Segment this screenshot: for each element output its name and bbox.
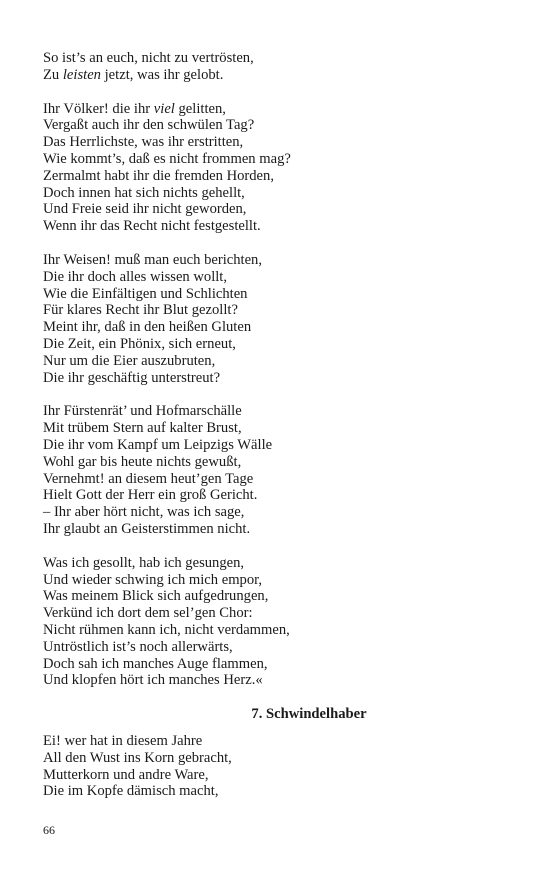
emphasized-word: leisten xyxy=(62,66,101,83)
verse-text: Wenn ihr das Recht nicht festgestellt. xyxy=(43,218,261,235)
verse-line xyxy=(43,783,463,800)
verse-line xyxy=(43,521,463,538)
verse-line xyxy=(43,767,463,784)
verse-text: jetzt, was ihr gelobt. xyxy=(100,66,224,83)
verse-line xyxy=(43,437,463,454)
verse-line xyxy=(43,403,463,420)
verse-text: Die ihr doch alles wissen wollt, xyxy=(43,268,228,285)
verse-text: Das Herrlichste, was ihr erstritten, xyxy=(43,134,244,151)
verse-text: Vergaßt auch ihr den schwülen Tag? xyxy=(43,117,255,134)
verse-text: Die ihr geschäftig unterstreut? xyxy=(43,369,221,386)
verse-line xyxy=(43,50,463,67)
verse-line xyxy=(43,319,463,336)
verse-text: Ihr glaubt an Geisterstimmen nicht. xyxy=(43,520,251,537)
verse-text: Ihr Völker! die ihr xyxy=(43,100,154,117)
next-poem-stanza xyxy=(43,733,463,800)
verse-text: Und klopfen hört ich manches Herz.« xyxy=(43,672,263,689)
verse-text: Nicht rühmen kann ich, nicht verdammen, xyxy=(43,621,290,638)
verse-line xyxy=(43,588,463,605)
verse-text: gelitten, xyxy=(174,100,226,117)
poem-content xyxy=(43,50,463,817)
verse-line xyxy=(43,572,463,589)
verse-line xyxy=(43,151,463,168)
verse-text: Mutterkorn und andre Ware, xyxy=(43,766,209,783)
stanza xyxy=(43,252,463,386)
verse-line xyxy=(43,639,463,656)
verse-line xyxy=(43,672,463,689)
stanza xyxy=(43,101,463,235)
verse-line xyxy=(43,134,463,151)
verse-text: Vernehmt! an diesem heut’gen Tage xyxy=(43,470,254,487)
verse-line xyxy=(43,185,463,202)
verse-line xyxy=(43,269,463,286)
verse-line xyxy=(43,252,463,269)
emphasized-word: viel xyxy=(153,100,175,117)
verse-line xyxy=(43,218,463,235)
poem-stanzas xyxy=(43,50,463,689)
verse-line xyxy=(43,622,463,639)
verse-text: Zu xyxy=(43,66,63,83)
verse-text: Die Zeit, ein Phönix, sich erneut, xyxy=(43,335,236,352)
verse-text: Was meinem Blick sich aufgedrungen, xyxy=(43,588,269,605)
verse-line xyxy=(43,201,463,218)
verse-line xyxy=(43,656,463,673)
verse-text: Ei! wer hat in diesem Jahre xyxy=(43,733,203,750)
verse-line xyxy=(43,286,463,303)
verse-text: Doch sah ich manches Auge flammen, xyxy=(43,655,268,672)
verse-line xyxy=(43,168,463,185)
verse-text: Untröstlich ist’s noch allerwärts, xyxy=(43,638,233,655)
verse-text: So ist’s an euch, nicht zu vertrösten, xyxy=(43,50,254,66)
verse-line xyxy=(43,471,463,488)
verse-text: – Ihr aber hört nicht, was ich sage, xyxy=(43,504,245,521)
verse-text: Für klares Recht ihr Blut gezollt? xyxy=(43,302,238,319)
verse-text: Was ich gesollt, hab ich gesungen, xyxy=(43,554,245,571)
verse-line xyxy=(43,117,463,134)
verse-line xyxy=(43,454,463,471)
verse-line xyxy=(43,420,463,437)
verse-text: Wie die Einfältigen und Schlichten xyxy=(43,285,248,302)
verse-line xyxy=(43,302,463,319)
verse-text: Mit trübem Stern auf kalter Brust, xyxy=(43,420,242,437)
verse-line xyxy=(43,750,463,767)
verse-line xyxy=(43,353,463,370)
verse-text: Wohl gar bis heute nichts gewußt, xyxy=(43,453,242,470)
verse-text: Hielt Gott der Herr ein groß Gericht. xyxy=(43,487,258,504)
verse-line xyxy=(43,487,463,504)
verse-text: All den Wust ins Korn gebracht, xyxy=(43,749,232,766)
verse-line xyxy=(43,605,463,622)
verse-text: Zermalmt habt ihr die fremden Horden, xyxy=(43,167,274,184)
verse-text: Verkünd ich dort dem sel’gen Chor: xyxy=(43,605,253,622)
verse-text: Wie kommt’s, daß es nicht frommen mag? xyxy=(43,150,291,167)
verse-text: Und Freie seid ihr nicht geworden, xyxy=(43,201,247,218)
verse-text: Die ihr vom Kampf um Leipzigs Wälle xyxy=(43,436,273,453)
page-number: 66 xyxy=(43,823,55,837)
verse-text: Und wieder schwing ich mich empor, xyxy=(43,571,263,588)
stanza xyxy=(43,50,463,84)
verse-text: Meint ihr, daß in den heißen Gluten xyxy=(43,319,252,336)
stanza xyxy=(43,555,463,689)
verse-line xyxy=(43,336,463,353)
verse-line xyxy=(43,504,463,521)
stanza xyxy=(43,403,463,537)
verse-text: Ihr Fürstenrät’ und Hofmarschälle xyxy=(43,403,242,420)
verse-text: Ihr Weisen! muß man euch berichten, xyxy=(43,251,263,268)
verse-line xyxy=(43,370,463,387)
verse-line xyxy=(43,555,463,572)
verse-text: Nur um die Eier auszubruten, xyxy=(43,352,216,369)
verse-text: Doch innen hat sich nichts gehellt, xyxy=(43,184,245,201)
verse-line xyxy=(43,101,463,118)
verse-text: Die im Kopfe dämisch macht, xyxy=(43,783,219,800)
verse-line xyxy=(43,67,463,84)
poem-title: 7. Schwindelhaber xyxy=(251,706,367,723)
verse-line xyxy=(43,733,463,750)
